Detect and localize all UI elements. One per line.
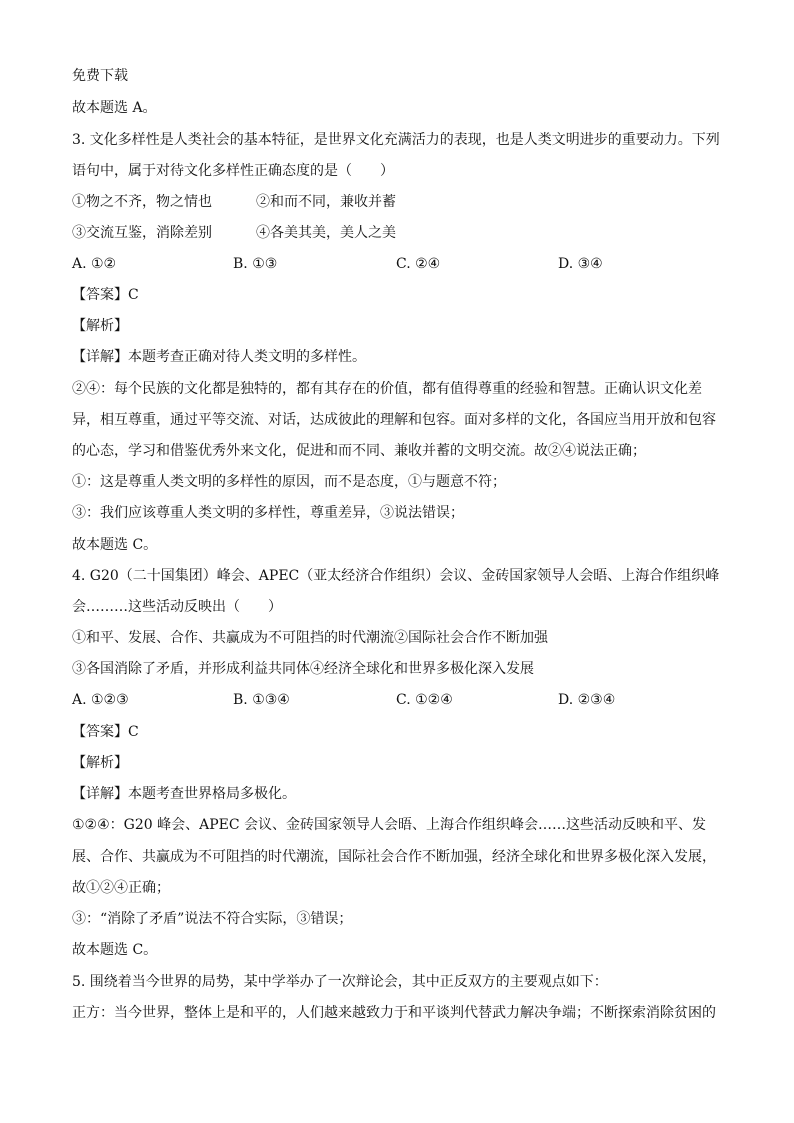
q4-explanation-3: 故①②④正确； bbox=[72, 880, 170, 896]
q3-explanation-5: ③：我们应该尊重人类文明的多样性，尊重差异，③说法错误； bbox=[72, 505, 464, 521]
q3-option-a: A. ①② bbox=[72, 256, 117, 272]
q4-option-d: D. ②③④ bbox=[558, 692, 616, 708]
q4-explanation-4: ③：“消除了矛盾”说法不符合实际，③错误； bbox=[72, 911, 353, 927]
q3-stem-line2: 语句中，属于对待文化多样性正确态度的是（ ） bbox=[72, 163, 394, 179]
q3-statements-row1 bbox=[72, 192, 722, 212]
prev-conclusion: 故本题选 A。 bbox=[72, 100, 157, 116]
q5-stem-line1: 5. 围绕着当今世界的局势，某中学举办了一次辩论会，其中正反双方的主要观点如下： bbox=[72, 974, 608, 990]
free-download-header: 免费下载 bbox=[72, 68, 128, 84]
q3-statements-row2 bbox=[72, 223, 722, 243]
q3-statement-4: ④各美其美，美人之美 bbox=[256, 225, 396, 241]
q3-conclusion: 故本题选 C。 bbox=[72, 537, 158, 553]
q3-statement-3: ③交流互鉴，消除差别 bbox=[72, 225, 212, 241]
q4-stem-line2: 会………这些活动反映出（ ） bbox=[72, 599, 282, 615]
q4-statements-row2: ③各国消除了矛盾，并形成利益共同体④经济全球化和世界多极化深入发展 bbox=[72, 661, 534, 677]
q4-analysis-label: 【解析】 bbox=[72, 755, 128, 771]
q3-statement-1: ①物之不齐，物之情也 bbox=[72, 194, 212, 210]
q4-explanation-1: ①②④：G20 峰会、APEC 会议、金砖国家领导人会晤、上海合作组织峰会……这些活动反映和平、发 bbox=[72, 817, 707, 833]
q4-conclusion: 故本题选 C。 bbox=[72, 942, 158, 958]
q3-explanation-3: 的心态，学习和借鉴优秀外来文化，促进和而不同、兼收并蓄的文明交流。故②④说法正确； bbox=[72, 443, 646, 459]
q3-option-b: B. ①③ bbox=[233, 256, 278, 272]
q3-stem-line1: 3. 文化多样性是人类社会的基本特征，是世界文化充满活力的表现，也是人类文明进步的重要动力。下列 bbox=[72, 132, 720, 148]
q4-stem-line1: 4. G20（二十国集团）峰会、APEC（亚太经济合作组织）会议、金砖国家领导人会晤、上海合作组织峰 bbox=[72, 568, 720, 584]
q3-answer: 【答案】C bbox=[72, 287, 139, 303]
q4-option-b: B. ①③④ bbox=[233, 692, 290, 708]
q3-explanation-4: ①：这是尊重人类文明的多样性的原因，而不是态度，①与题意不符； bbox=[72, 474, 506, 490]
q4-option-c: C. ①②④ bbox=[396, 692, 453, 708]
q3-analysis-label: 【解析】 bbox=[72, 318, 128, 334]
q5-stem-line2: 正方：当今世界，整体上是和平的，人们越来越致力于和平谈判代替武力解决争端；不断探索消除贫困的 bbox=[72, 1005, 716, 1021]
q4-detail: 【详解】本题考查世界格局多极化。 bbox=[72, 786, 296, 802]
q3-detail: 【详解】本题考查正确对待人类文明的多样性。 bbox=[72, 349, 366, 365]
q4-answer: 【答案】C bbox=[72, 724, 139, 740]
q3-statement-2: ②和而不同，兼收并蓄 bbox=[256, 194, 396, 210]
q4-option-a: A. ①②③ bbox=[72, 692, 129, 708]
q3-explanation-2: 异，相互尊重，通过平等交流、对话，达成彼此的理解和包容。面对多样的文化，各国应当用开放和包容 bbox=[72, 412, 716, 428]
q3-option-d: D. ③④ bbox=[558, 256, 603, 272]
q3-option-c: C. ②④ bbox=[396, 256, 441, 272]
q4-explanation-2: 展、合作、共赢成为不可阻挡的时代潮流，国际社会合作不断加强，经济全球化和世界多极化深入发展， bbox=[72, 849, 716, 865]
q3-explanation-1: ②④：每个民族的文化都是独特的，都有其存在的价值，都有值得尊重的经验和智慧。正确认识文化差 bbox=[72, 381, 702, 397]
q4-statements-row1: ①和平、发展、合作、共赢成为不可阻挡的时代潮流②国际社会合作不断加强 bbox=[72, 630, 548, 646]
